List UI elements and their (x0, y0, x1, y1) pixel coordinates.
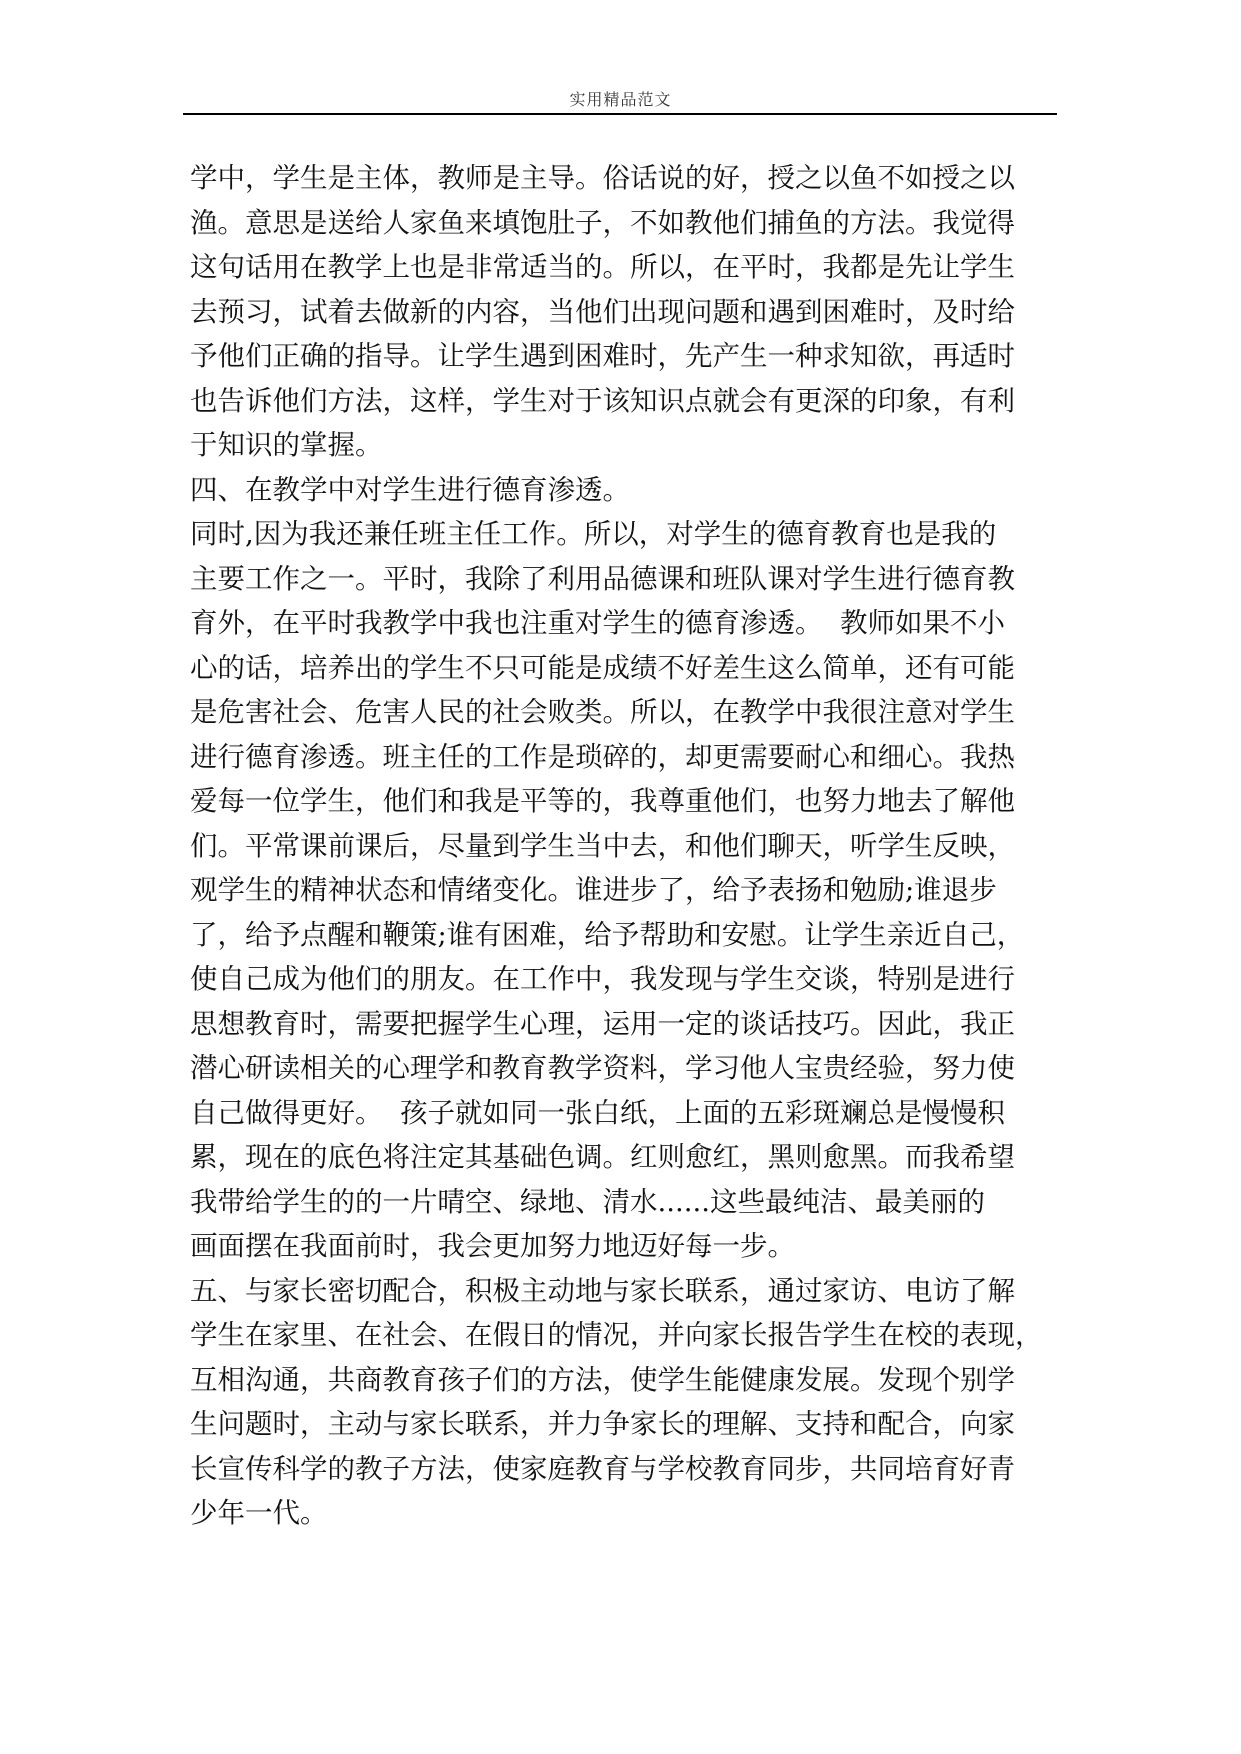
text-line: 这句话用在教学上也是非常适当的。所以，在平时，我都是先让学生 (190, 251, 1015, 283)
text-line: 爱每一位学生，他们和我是平等的，我尊重他们，也努力地去了解他 (190, 785, 1015, 817)
text-line: 们。平常课前课后，尽量到学生当中去，和他们聊天，听学生反映， (190, 829, 1015, 862)
text-line: 使自己成为他们的朋友。在工作中，我发现与学生交谈，特别是进行 (190, 963, 1015, 995)
text-line: 互相沟通，共商教育孩子们的方法，使学生能健康发展。发现个别学 (190, 1363, 1015, 1396)
page-header-title: 实用精品范文 (569, 90, 672, 109)
text-line: 累，现在的底色将注定其基础色调。红则愈红，黑则愈黑。而我希望 (190, 1141, 1015, 1173)
section-heading: 四、在教学中对学生进行德育渗透。 (190, 473, 630, 506)
text-line: 我带给学生的的一片晴空、绿地、清水......这些最纯洁、最美丽的 (190, 1185, 985, 1218)
text-line: 于知识的掌握。 (190, 429, 383, 461)
text-line: 少年一代。 (190, 1497, 328, 1529)
text-line: 生问题时，主动与家长联系，并力争家长的理解、支持和配合，向家 (190, 1408, 1015, 1440)
text-line: 是危害社会、危害人民的社会败类。所以，在教学中我很注意对学生 (190, 696, 1015, 728)
text-line: 观学生的精神状态和情绪变化。谁进步了，给予表扬和勉励;谁退步 (190, 874, 997, 906)
text-line: 心的话，培养出的学生不只可能是成绩不好差生这么简单，还有可能 (190, 651, 1015, 684)
text-line: 长宣传科学的教子方法，使家庭教育与学校教育同步，共同培育好青 (190, 1452, 1015, 1485)
section-heading: 五、与家长密切配合，积极主动地与家长联系，通过家访、电访了解 (190, 1274, 1015, 1307)
text-line: 学生在家里、在社会、在假日的情况，并向家长报告学生在校的表现， (190, 1319, 1043, 1351)
text-line: 学中，学生是主体，教师是主导。俗话说的好，授之以鱼不如授之以 (190, 162, 1015, 194)
text-line: 进行德育渗透。班主任的工作是琐碎的，却更需要耐心和细心。我热 (190, 740, 1015, 773)
document-body (190, 156, 1070, 1536)
text-line: 思想教育时，需要把握学生心理，运用一定的谈话技巧。因此，我正 (190, 1007, 1015, 1040)
text-line: 也告诉他们方法，这样，学生对于该知识点就会有更深的印象，有利 (190, 384, 1015, 417)
text-line: 自己做得更好。 孩子就如同一张白纸，上面的五彩斑斓总是慢慢积 (190, 1096, 1005, 1129)
text-line: 予他们正确的指导。让学生遇到困难时，先产生一种求知欲，再适时 (190, 340, 1015, 372)
text-line: 渔。意思是送给人家鱼来填饱肚子，不如教他们捕鱼的方法。我觉得 (190, 206, 1015, 239)
header-divider (183, 113, 1057, 115)
text-line: 去预习，试着去做新的内容，当他们出现问题和遇到困难时，及时给 (190, 295, 1015, 328)
text-line: 同时,因为我还兼任班主任工作。所以，对学生的德育教育也是我的 (190, 518, 997, 550)
text-line: 育外，在平时我教学中我也注重对学生的德育渗透。 教师如果不小 (190, 607, 1005, 639)
text-line: 主要工作之一。平时，我除了利用品德课和班队课对学生进行德育教 (190, 562, 1015, 595)
text-line: 了，给予点醒和鞭策;谁有困难，给予帮助和安慰。让学生亲近自己， (190, 918, 1025, 951)
text-line: 画面摆在我面前时，我会更加努力地迈好每一步。 (190, 1230, 795, 1262)
text-line: 潜心研读相关的心理学和教育教学资料，学习他人宝贵经验，努力使 (190, 1052, 1015, 1084)
